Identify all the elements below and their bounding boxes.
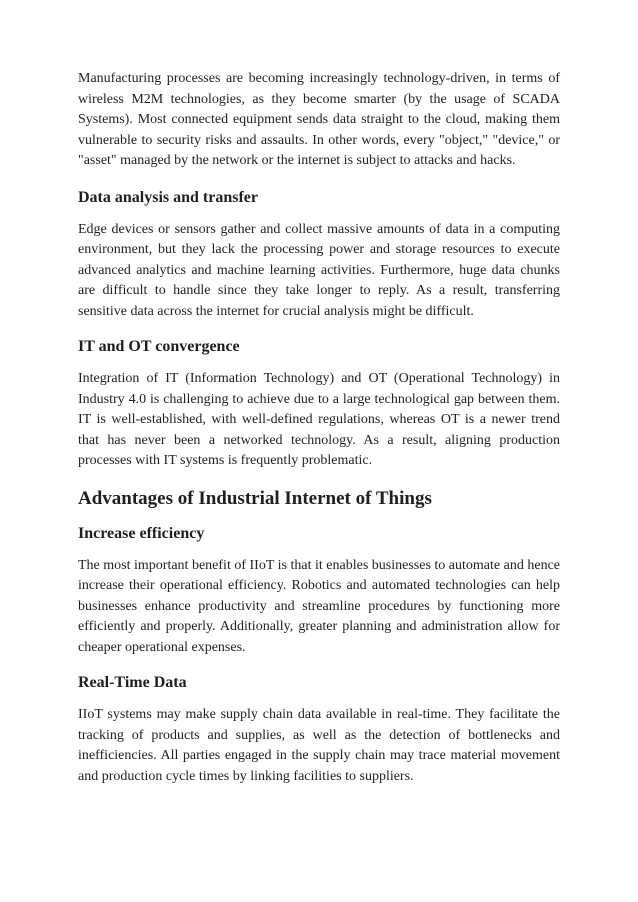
paragraph-increase-efficiency: The most important benefit of IIoT is that it enables businesses to automate and hence increase their operational efficiency. Robotics and automated technologies can help businesses enhance productivity and streamline procedures by functioning more efficiently and properly. Additionally, greater planning and administration allow for cheaper operational expenses. <box>78 557 560 655</box>
paragraph-it-ot-convergence: Integration of IT (Information Technology) and OT (Operational Technology) in Industry 4.0 is challenging to achieve due to a large technological gap between them. IT is well-established, with well-defined regulations, whereas OT is a newer trend that has never been a networked technology. As a result, aligning production processes with IT systems is frequently problematic. <box>78 371 560 468</box>
heading-it-ot-convergence: IT and OT convergence <box>78 338 240 355</box>
intro-paragraph: Manufacturing processes are becoming increasingly technology-driven, in terms of wireless M2M technologies, as they become smarter (by the usage of SCADA Systems). Most connected equipment sends data straight to the cloud, making them vulnerable to security risks and assaults. In other words, every "object," "device," or "asset" managed by the network or the internet is subject to attacks and hacks. <box>78 71 560 168</box>
heading-data-analysis: Data analysis and transfer <box>78 188 259 206</box>
heading-real-time-data: Real-Time Data <box>78 674 187 691</box>
heading-increase-efficiency: Increase efficiency <box>78 524 205 542</box>
heading-advantages: Advantages of Industrial Internet of Things <box>78 487 432 509</box>
document-page <box>78 69 560 787</box>
paragraph-real-time-data: IIoT systems may make supply chain data available in real-time. They facilitate the tracking of products and supplies, as well as the detection of bottlenecks and inefficiencies. All parties engaged in the supply chain may trace material movement and production cycle times by linking facilities to suppliers. <box>78 707 560 784</box>
paragraph-data-analysis: Edge devices or sensors gather and collect massive amounts of data in a computing environment, but they lack the processing power and storage resources to execute advanced analytics and machine learning activities. Furthermore, huge data chunks are difficult to handle since they take longer to reply. As a result, transferring sensitive data across the internet for crucial analysis might be difficult. <box>78 221 560 319</box>
